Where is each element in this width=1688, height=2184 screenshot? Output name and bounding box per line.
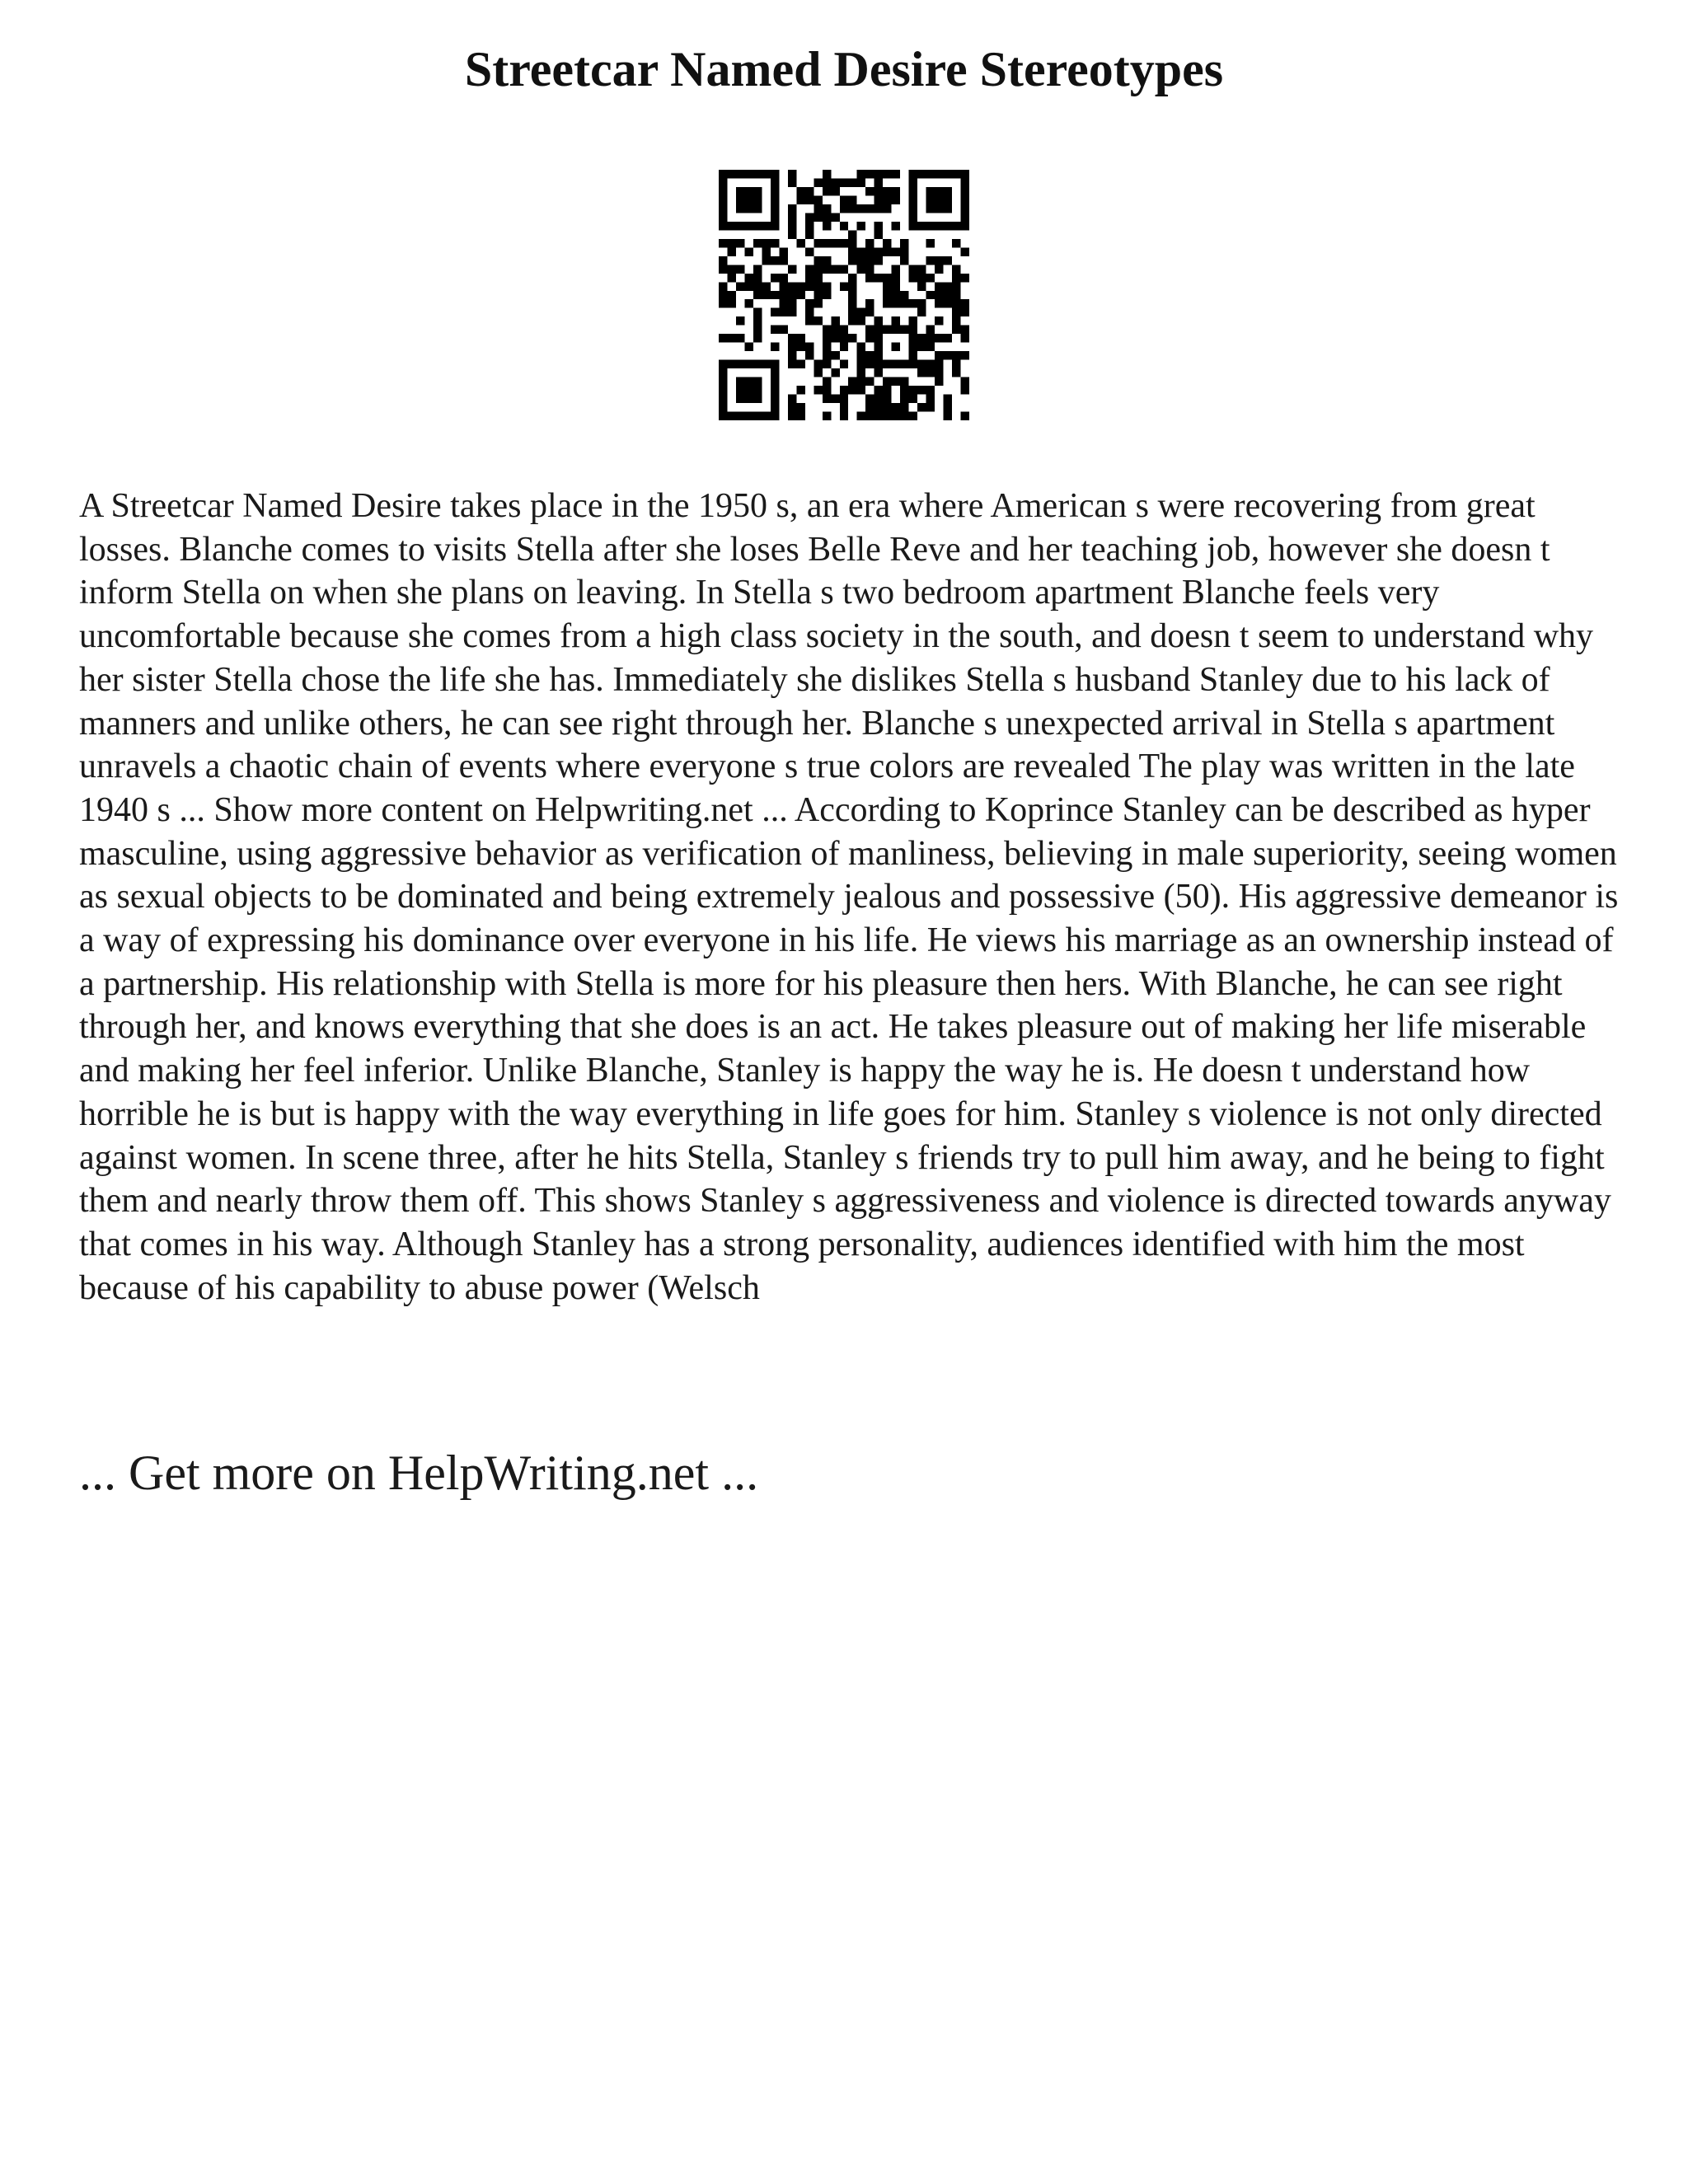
article-body: A Streetcar Named Desire takes place in the 1950 s, an era where American s were recovering from great losses. Blanche comes to visits Stella after she loses Belle Reve and her teaching job, however she doesn t inform Stella on when she plans on leaving. In Stella s two bedroom apartment Blanche feels very uncomfortable because she comes from a high class society in the south, and doesn t seem to understand why her sister Stella chose the life she has. Immediately she dislikes Stella s husband Stanley due to his lack of manners and unlike others, he can see right through her. Blanche s unexpected arrival in Stella s apartment unravels a chaotic chain of events where everyone s true colors are revealed The play was written in the late 1940 s ... Show more content on Helpwriting.net ... According to Koprince Stanley can be described as hyper masculine, using aggressive behavior as verification of manliness, believing in male superiority, seeing women as sexual objects to be dominated and being extremely jealous and possessive (50). His aggressive demeanor is a way of expressing his dominance over everyone in his life. He views his marriage as an ownership instead of a partnership. His relationship with Stella is more for his pleasure then hers. With Blanche, he can see right through her, and knows everything that she does is an act. He takes pleasure out of making her life miserable and making her feel inferior. Unlike Blanche, Stanley is happy the way he is. He doesn t understand how horrible he is but is happy with the way everything in life goes for him. Stanley s violence is not only directed against women. In scene three, after he hits Stella, Stanley s friends try to pull him away, and he being to fight them and nearly throw them off. This shows Stanley s aggressiveness and violence is directed towards anyway that comes in his way. Although Stanley has a strong personality, audiences identified with him the most because of his capability to abuse power (Welsch [79, 487, 1619, 1307]
get-more-link[interactable]: ... Get more on HelpWriting.net ... [79, 1446, 759, 1500]
page-title: Streetcar Named Desire Stereotypes [464, 42, 1224, 96]
qr-code-icon [719, 170, 969, 420]
